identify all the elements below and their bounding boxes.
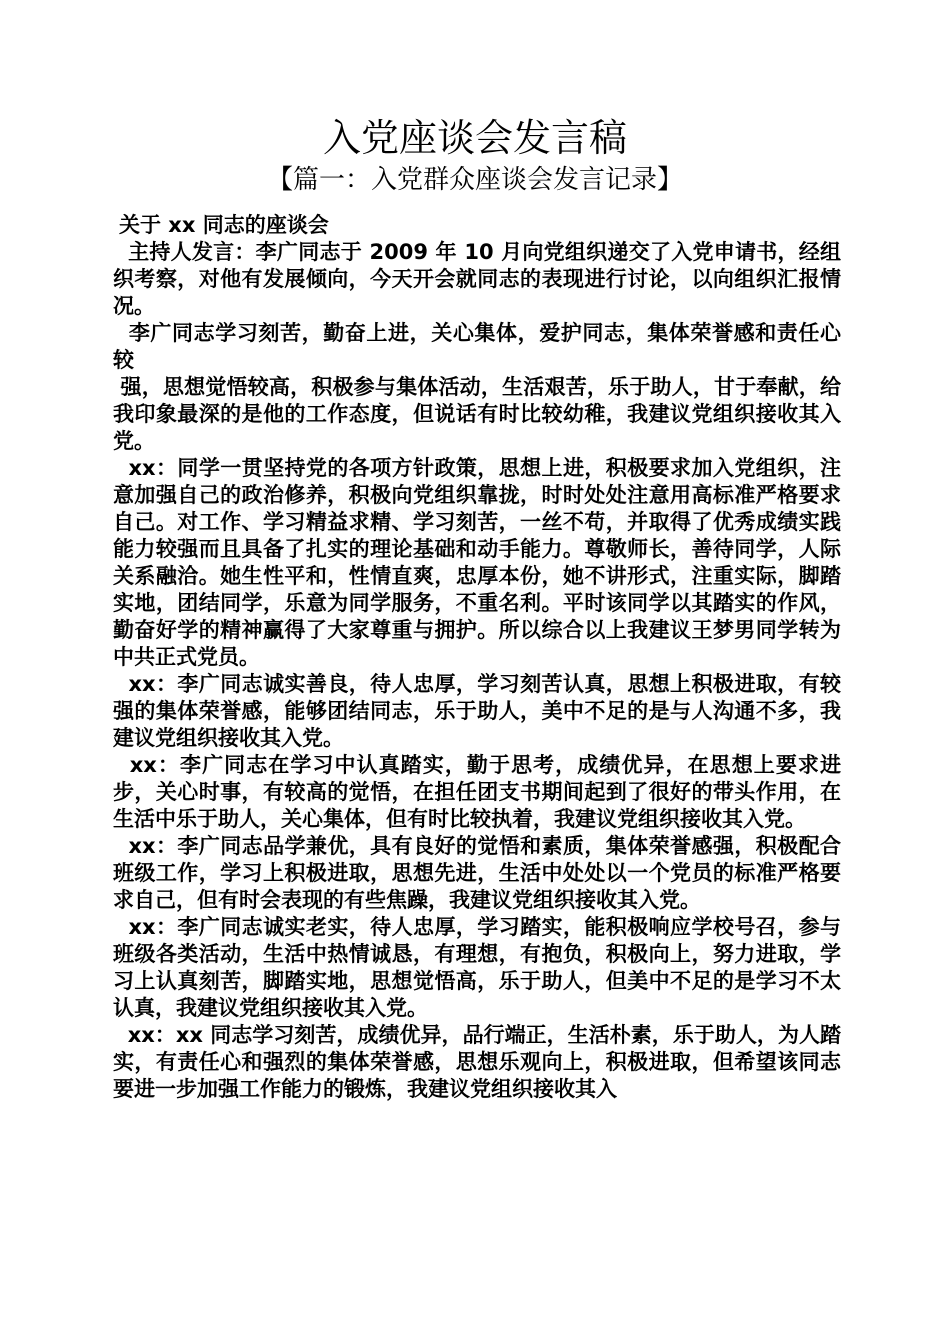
paragraph-comment-2: xx：同学一贯坚持党的各项方针政策，思想上进，积极要求加入党组织，注意加强自己的政治修养，积极向党组织靠拢，时时处处注意用高标准严格要求自己。对工作、学习精益求精、学习刻苦，一丝不苟，并取得了优秀成绩实践能力较强而且具备了扎实的理论基础和动手能力。尊敬师长，善待同学，人际关系融洽。她生性平和，性情直爽，忠厚本份，她不讲形式，注重实际，脚踏实地，团结同学，乐意为同学服务，不重名利。平时该同学以其踏实的作风，勤奋好学的精神赢得了大家尊重与拥护。所以综合以上我建议王梦男同学转为中共正式党员。 (113, 456, 841, 669)
paragraph-comment-1a: 李广同志学习刻苦，勤奋上进，关心集体，爱护同志，集体荣誉感和责任心较 (113, 321, 842, 372)
paragraph-comment-7: xx：xx 同志学习刻苦，成绩优异，品行端正，生活朴素，乐于助人，为人踏实，有责任心和强烈的集体荣誉感，思想乐观向上，积极进取，但希望该同志要进一步加强工作能力的锻炼，我建议党组织接收其入 (113, 1023, 842, 1101)
paragraph-comment-4: xx：李广同志在学习中认真踏实，勤于思考，成绩优异，在思想上要求进步，关心时事，有较高的觉悟，在担任团支书期间起到了很好的带头作用，在生活中乐于助人，关心集体，但有时比较执着，我建议党组织接收其入党。 (113, 753, 841, 831)
section-heading: 关于 xx 同志的座谈会 (119, 213, 329, 237)
paragraph-comment-6: xx：李广同志诚实老实，待人忠厚，学习踏实，能积极响应学校号召，参与班级各类活动，生活中热情诚恳，有理想，有抱负，积极向上，努力进取，学习上认真刻苦，脚踏实地，思想觉悟高，乐于助人，但美中不足的是学习不太认真，我建议党组织接收其入党。 (113, 915, 841, 1020)
document-body (113, 212, 841, 1103)
paragraph-comment-3: xx：李广同志诚实善良，待人忠厚，学习刻苦认真，思想上积极进取，有较强的集体荣誉感，能够团结同志，乐于助人，美中不足的是与人沟通不多，我建议党组织接收其入党。 (113, 672, 841, 750)
document-title: 入党座谈会发言稿 (322, 116, 627, 160)
paragraph-comment-1b: 强，思想觉悟较高，积极参与集体活动，生活艰苦，乐于助人，甘于奉献，给我印象最深的是他的工作态度，但说话有时比较幼稚，我建议党组织接收其入党。 (113, 375, 842, 453)
paragraph-comment-5: xx：李广同志品学兼优，具有良好的觉悟和素质，集体荣誉感强，积极配合班级工作，学习上积极进取，思想先进，生活中处处以一个党员的标准严格要求自己，但有时会表现的有些焦躁，我建议党组织接收其入党。 (113, 834, 841, 912)
document-subtitle: 【篇一：入党群众座谈会发言记录】 (266, 165, 683, 195)
paragraph-host-speech: 主持人发言：李广同志于 2009 年 10 月向党组织递交了入党申请书，经组织考察，对他有发展倾向，今天开会就同志的表现进行讨论，以向组织汇报情况。 (113, 240, 841, 318)
